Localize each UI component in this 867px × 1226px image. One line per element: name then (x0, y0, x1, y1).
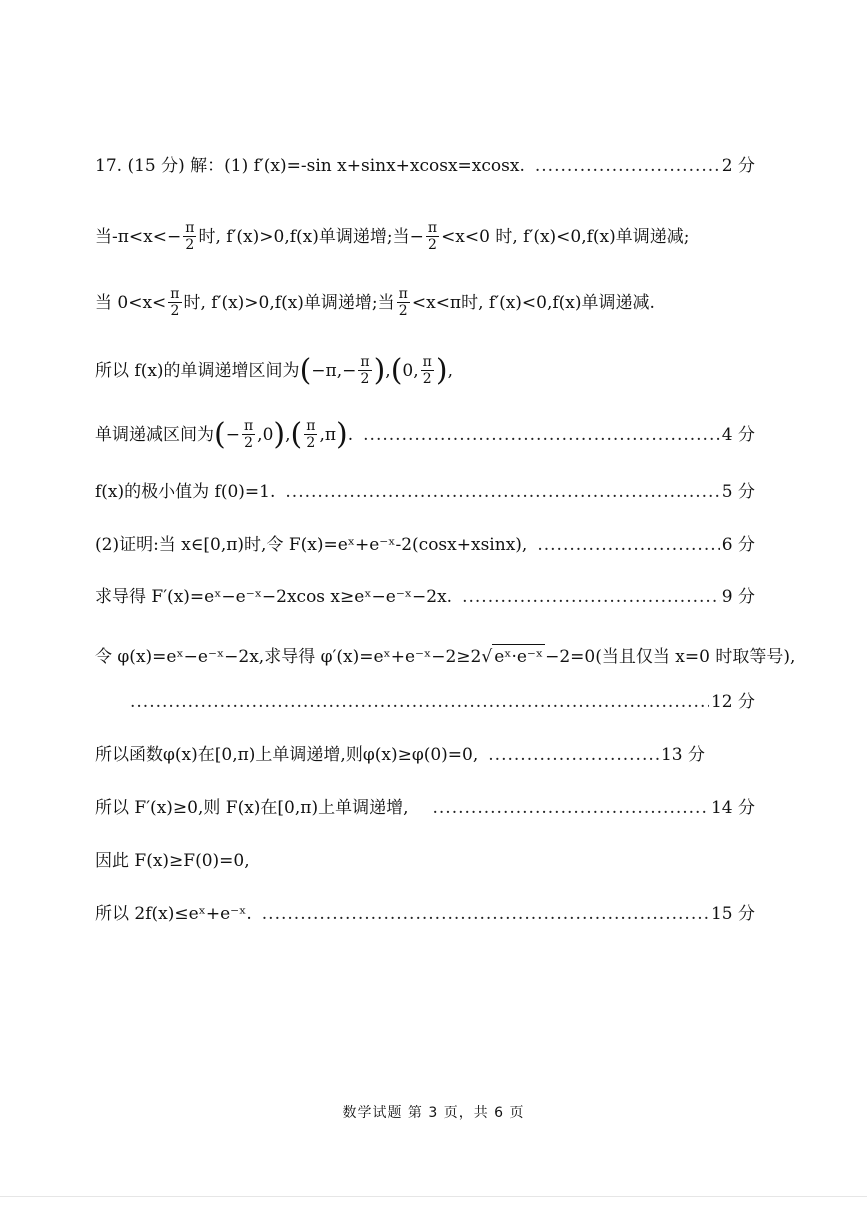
F-monotonic (95, 796, 755, 820)
phi-derivative: 令 φ(x)=eˣ−e⁻ˣ−2x,求导得 φ′(x)=eˣ+e⁻ˣ−2≥2 √ eˣ·e⁻ˣ −2=0(当且仅当 x=0 时取等号), (95, 644, 755, 669)
line-text: 所以函数φ(x)在[0,π)上单调递增,则φ(x)≥φ(0)=0, (95, 745, 479, 765)
line-text-a: 当 0<x< (95, 292, 167, 313)
conclusion (95, 902, 755, 926)
dot-leader (488, 743, 659, 767)
score-12-line (130, 690, 755, 714)
monotonic-analysis-negative (95, 220, 755, 253)
increasing-intervals: 所以 f(x)的单调递增区间为 ( −π,− $\frac{\pi}{2}$ ) , ( 0, $\frac{\pi}{2}$ ) , (95, 352, 453, 388)
score-label: 13 分 (660, 745, 705, 765)
solution-part1-derivative (95, 154, 755, 178)
phi-monotonic (95, 743, 705, 767)
fraction-pi-over-2: $\frac{\pi}{2}$ (360, 354, 370, 387)
decreasing-intervals: 单调递减区间为 ( − $\frac{\pi}{2}$ ,0 ) , ( $\frac{\pi}{2}$ ,π ) . ..... 4 分 (95, 418, 755, 451)
dot-leader (462, 585, 720, 609)
line-text-a: 当-π<x<− (95, 226, 182, 247)
line-text: 求导得 F′(x)=eˣ−e⁻ˣ−2xcos x≥eˣ−e⁻ˣ−2x. (95, 587, 453, 607)
score-label: 5 分 (721, 482, 755, 502)
fraction-pi-over-2: $\frac{\pi}{2}$ (422, 354, 432, 387)
interval-2-text: 0, (402, 360, 419, 381)
fraction-pi-over-2: $\frac{\pi}{2}$ (185, 220, 195, 253)
dot-leader (537, 533, 719, 557)
line-text: 所以 f(x)的单调递增区间为 (95, 360, 300, 381)
derivative-F (95, 585, 755, 609)
line-text-b: −2=0(当且仅当 x=0 时取等号), (545, 646, 796, 667)
fraction-pi-over-2: $\frac{\pi}{2}$ (398, 286, 408, 319)
line-text: 17. (15 分) 解：(1) f′(x)=-sin x+sinx+xcosx=xcosx. (95, 156, 525, 176)
dot-leader (433, 796, 709, 820)
dot-leader (535, 154, 720, 178)
score-label: 9 分 (721, 587, 755, 607)
interval-1-text: −π,− (311, 360, 357, 381)
line-text: f(x)的极小值为 f(0)=1. (95, 482, 276, 502)
fraction-pi-over-2: $\frac{\pi}{2}$ (427, 220, 438, 253)
fraction-pi-over-2: $\frac{\pi}{2}$ (306, 418, 316, 451)
proof-setup (95, 533, 755, 557)
page-divider (0, 1196, 867, 1197)
dot-leader (285, 480, 719, 504)
score-label: 15 分 (710, 904, 755, 924)
line-text-c: <x<0 时, f′(x)<0,f(x)单调递减; (441, 226, 690, 247)
score-label: 4 分 (721, 424, 755, 445)
monotonic-analysis-positive (95, 286, 755, 319)
line-text: 单调递减区间为 (95, 424, 214, 445)
line-text: 因此 F(x)≥F(0)=0, (95, 851, 250, 871)
F-nonnegative (95, 849, 755, 873)
line-text: 所以 F′(x)≥0,则 F(x)在[0,π)上单调递增, (95, 798, 409, 818)
sqrt-radicand: eˣ·e⁻ˣ (492, 644, 545, 669)
fraction-pi-over-2: $\frac{\pi}{2}$ (243, 418, 254, 451)
minimum-value (95, 480, 755, 504)
dot-leader (130, 690, 709, 714)
fraction-pi-over-2: $\frac{\pi}{2}$ (170, 286, 180, 319)
line-text: 所以 2f(x)≤eˣ+e⁻ˣ. (95, 904, 252, 924)
score-label: 12 分 (710, 692, 755, 712)
line-text-a: 令 φ(x)=eˣ−e⁻ˣ−2x,求导得 φ′(x)=eˣ+e⁻ˣ−2≥2 (95, 646, 482, 667)
page-footer: 数学试题 第 3 页，共 6 页 (342, 1105, 525, 1121)
line-text: (2)证明:当 x∈[0,π)时,令 F(x)=eˣ+e⁻ˣ-2(cosx+xsinx), (95, 535, 528, 555)
dot-leader (262, 902, 709, 926)
score-label: 6 分 (721, 535, 755, 555)
dot-leader (363, 423, 720, 447)
line-text-b: 时, f′(x)>0,f(x)单调递增;当 (183, 292, 395, 313)
score-label: 14 分 (710, 798, 755, 818)
line-text-b: 时, f′(x)>0,f(x)单调递增;当− (198, 226, 424, 247)
score-label: 2 分 (721, 156, 755, 176)
line-text-c: <x<π时, f′(x)<0,f(x)单调递减. (411, 292, 655, 313)
